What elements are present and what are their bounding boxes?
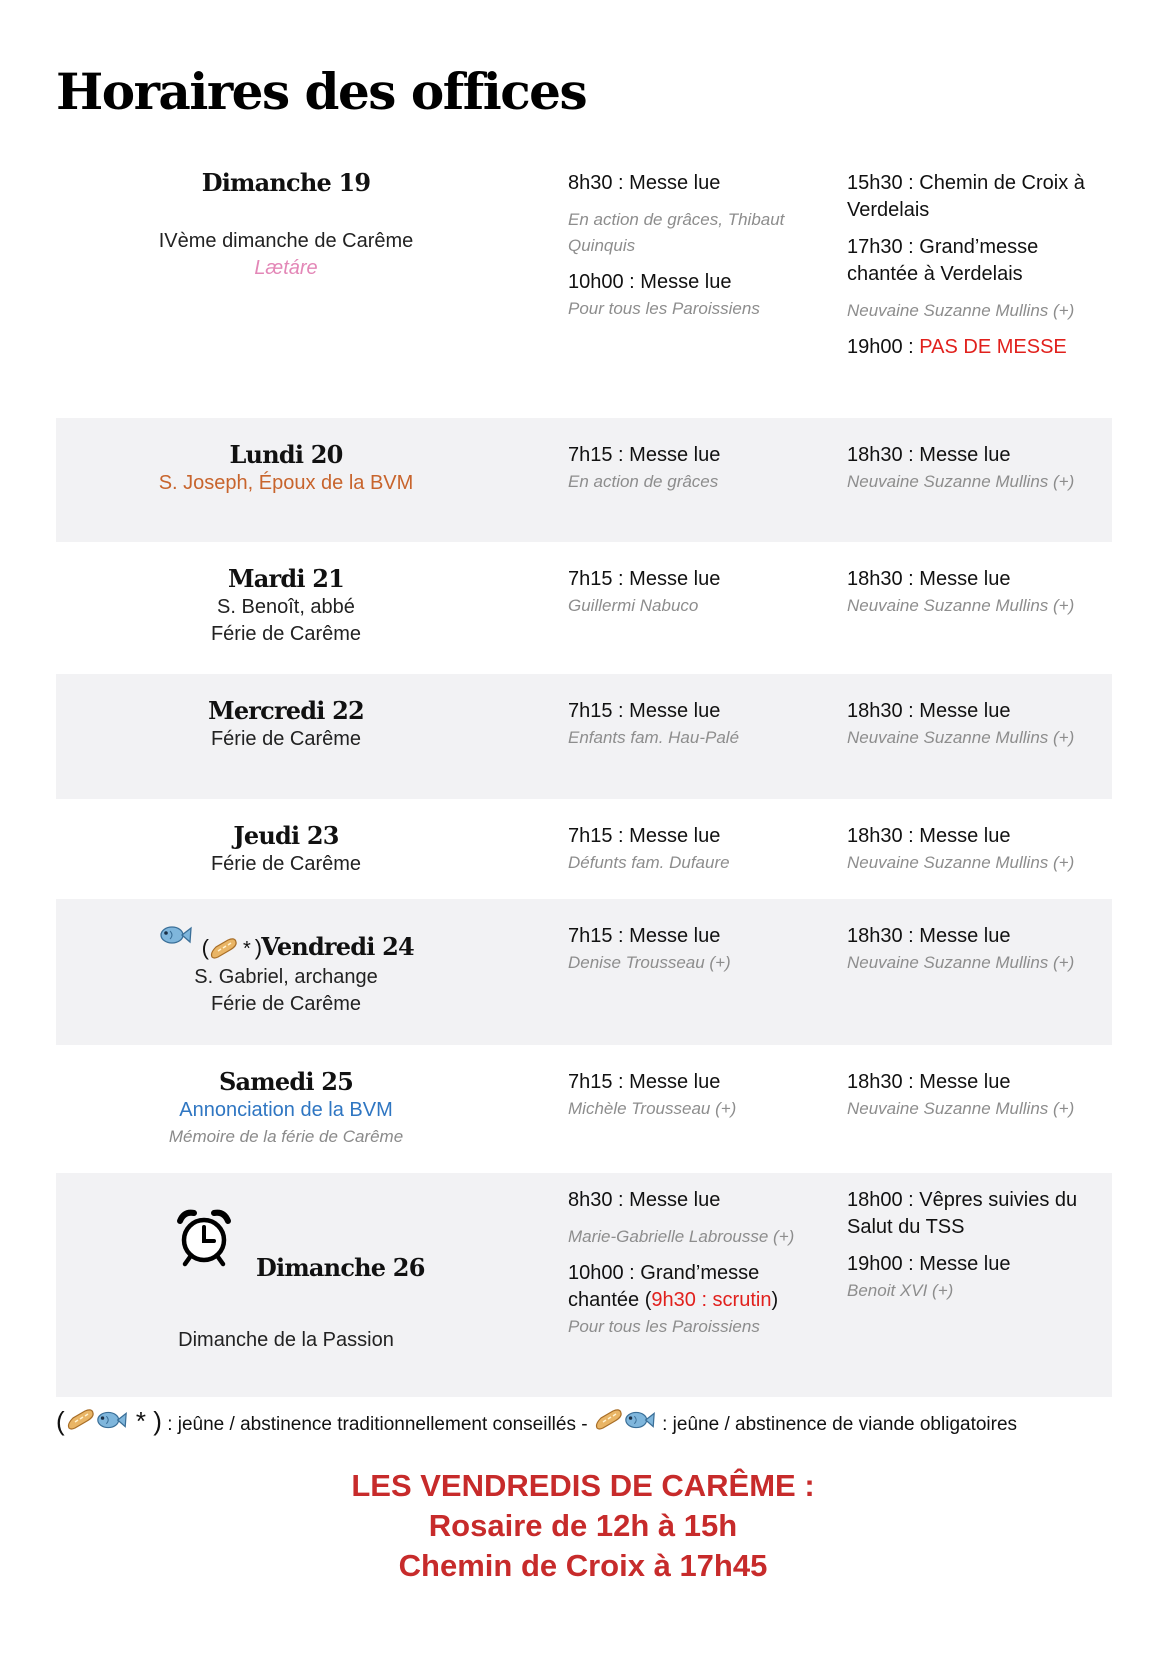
lent-fridays-notice xyxy=(0,1466,1166,1586)
page-title: Horaires des offices xyxy=(56,62,587,121)
bread-icon xyxy=(593,1408,623,1432)
day-row-mardi-21 xyxy=(56,542,1112,674)
mass-intention: Neuvaine Suzanne Mullins (+) xyxy=(847,596,1075,615)
mass-time: 7h15 : Messe lue xyxy=(568,925,721,947)
mass-intention: Enfants fam. Hau-Palé xyxy=(568,728,740,747)
feast-name: S. Benoît, abbé xyxy=(217,596,355,618)
feast-name: S. Gabriel, archange xyxy=(194,966,378,988)
fish-icon xyxy=(623,1408,657,1432)
mass-time: 8h30 : Messe lue xyxy=(568,172,721,194)
evening-office: 18h30 : Messe lue xyxy=(847,568,1011,590)
bread-icon xyxy=(65,1408,95,1432)
mass-intention: Denise Trousseau (+) xyxy=(568,953,731,972)
feast-subtitle: Férie de Carême xyxy=(210,623,362,645)
feast-name: Férie de Carême xyxy=(210,853,362,875)
feast-name: S. Joseph, Époux de la BVM xyxy=(158,472,414,494)
mass-intention: Neuvaine Suzanne Mullins (+) xyxy=(847,953,1075,972)
mass-intention: Défunts fam. Dufaure xyxy=(568,853,730,872)
day-row-dimanche-26 xyxy=(56,1173,1112,1397)
day-row-lundi-20 xyxy=(56,418,1112,542)
scrutin-time: 9h30 : scrutin xyxy=(651,1289,772,1311)
mass-intention: En action de grâces, Thibaut Quinquis xyxy=(568,210,785,255)
day-title: Samedi 25 xyxy=(219,1067,353,1096)
evening-office: 19h00 : PAS DE MESSE xyxy=(847,336,1067,358)
evening-office: 18h30 : Messe lue xyxy=(847,700,1011,722)
evening-office: 18h30 : Messe lue xyxy=(847,825,1011,847)
mass-time: 7h15 : Messe lue xyxy=(568,825,721,847)
evening-office: 18h30 : Messe lue xyxy=(847,444,1011,466)
mass-time: 7h15 : Messe lue xyxy=(568,568,721,590)
day-title: Dimanche 19 xyxy=(201,168,371,197)
day-title: Jeudi 23 xyxy=(233,821,339,850)
evening-office: 17h30 : Grand’messe chantée à Verdelais xyxy=(847,236,1039,285)
notice-rosary: Rosaire de 12h à 15h xyxy=(428,1508,738,1543)
day-title: Mercredi 22 xyxy=(208,696,364,725)
alarm-clock-icon xyxy=(174,1207,234,1267)
mass-intention: Neuvaine Suzanne Mullins (+) xyxy=(847,301,1075,320)
mass-time: 8h30 : Messe lue xyxy=(568,1189,721,1211)
day-row-jeudi-23 xyxy=(56,799,1112,899)
evening-office: 18h30 : Messe lue xyxy=(847,1071,1011,1093)
mass-intention: Guillermi Nabuco xyxy=(568,596,699,615)
feast-subtitle: Férie de Carême xyxy=(210,993,362,1015)
evening-office: 15h30 : Chemin de Croix à Verdelais xyxy=(847,172,1085,221)
bread-icon xyxy=(208,937,238,961)
mass-intention: Neuvaine Suzanne Mullins (+) xyxy=(847,472,1075,491)
notice-heading: LES VENDREDIS DE CARÊME : xyxy=(351,1468,815,1503)
mass-intention: Neuvaine Suzanne Mullins (+) xyxy=(847,1099,1075,1118)
mass-intention: Benoit XVI (+) xyxy=(847,1281,954,1300)
notice-way-of-cross: Chemin de Croix à 17h45 xyxy=(398,1548,768,1583)
day-row-mercredi-22 xyxy=(56,674,1112,799)
feast-name: Dimanche de la Passion xyxy=(178,1329,394,1351)
mass-time: 7h15 : Messe lue xyxy=(568,700,721,722)
feast-name: Annonciation de la BVM xyxy=(179,1099,393,1121)
fish-icon xyxy=(95,1408,129,1432)
evening-office: 18h30 : Messe lue xyxy=(847,925,1011,947)
day-row-vendredi-24 xyxy=(56,899,1112,1045)
mass-intention: Neuvaine Suzanne Mullins (+) xyxy=(847,728,1075,747)
mass-intention: Pour tous les Paroissiens xyxy=(568,299,760,318)
feast-subtitle: Lætáre xyxy=(254,257,318,279)
day-row-dimanche-19 xyxy=(56,166,1112,391)
day-title: Lundi 20 xyxy=(229,440,343,469)
mass-intention: Marie-Gabrielle Labrousse (+) xyxy=(568,1227,795,1246)
feast-name: IVème dimanche de Carême xyxy=(158,230,414,252)
no-mass-notice: PAS DE MESSE xyxy=(919,336,1067,358)
fish-icon xyxy=(158,923,194,947)
day-title: ( * )Vendredi 24 xyxy=(56,923,516,964)
mass-time: 7h15 : Messe lue xyxy=(568,444,721,466)
day-row-samedi-25 xyxy=(56,1045,1112,1173)
day-title: Mardi 21 xyxy=(227,564,344,593)
day-title: Dimanche 26 xyxy=(256,1253,425,1282)
fasting-legend: ( * ) : jeûne / abstinence traditionnellement conseillés - : jeûne / abstinence de viande obligatoires xyxy=(56,1406,1018,1436)
mass-time: 10h00 : Messe lue xyxy=(568,271,732,293)
evening-office: 18h00 : Vêpres suivies du Salut du TSS xyxy=(847,1189,1078,1238)
evening-office: 19h00 : Messe lue xyxy=(847,1253,1011,1275)
feast-name: Férie de Carême xyxy=(210,728,362,750)
mass-intention: Neuvaine Suzanne Mullins (+) xyxy=(847,853,1075,872)
mass-intention: Pour tous les Paroissiens xyxy=(568,1317,760,1336)
mass-time: 7h15 : Messe lue xyxy=(568,1071,721,1093)
mass-time: 10h00 : Grand’messe chantée (9h30 : scrutin) xyxy=(568,1262,779,1311)
mass-intention: En action de grâces xyxy=(568,472,719,491)
feast-subtitle: Mémoire de la férie de Carême xyxy=(168,1127,404,1146)
mass-intention: Michèle Trousseau (+) xyxy=(568,1099,737,1118)
